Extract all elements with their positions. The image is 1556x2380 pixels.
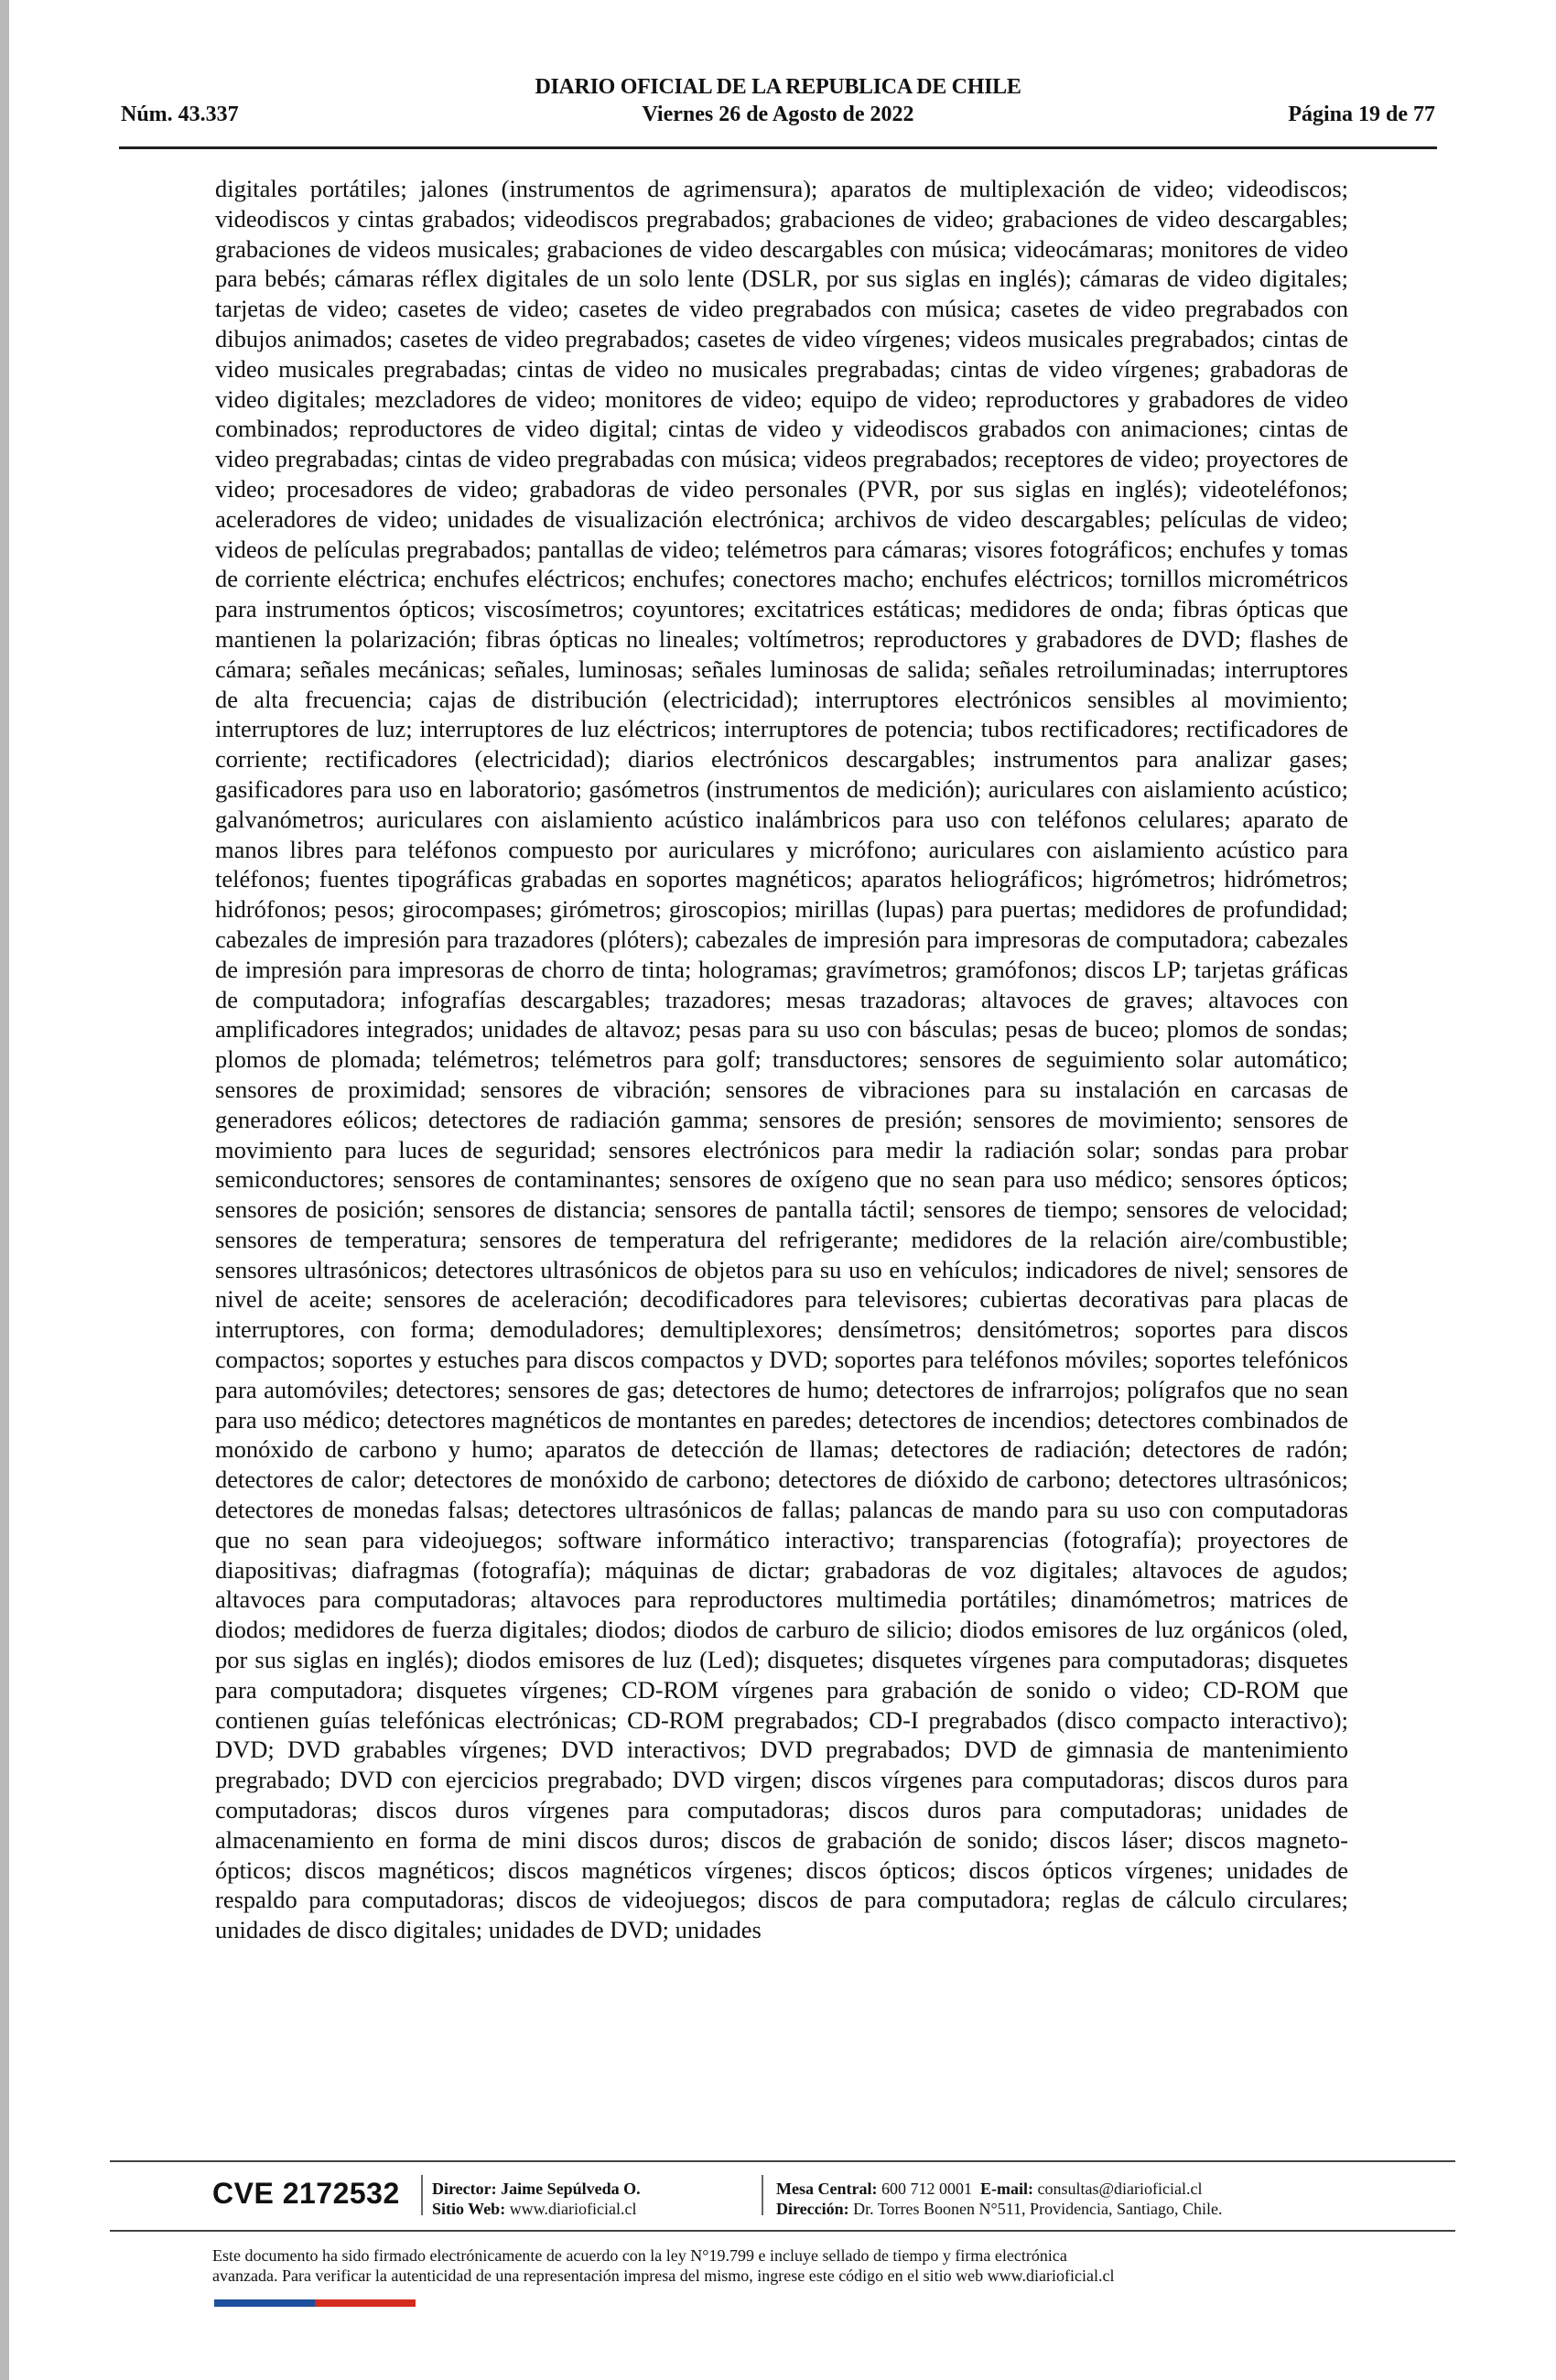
footer-divider <box>421 2175 423 2215</box>
footer-director-block <box>432 2179 641 2219</box>
flag-red-segment <box>315 2299 416 2307</box>
phone-value: 600 712 0001 <box>881 2180 972 2198</box>
footer-divider <box>762 2175 763 2215</box>
legal-line: Este documento ha sido firmado electrónicamente de acuerdo con la ley N°19.799 e incluye sellado de tiempo y firma electrónica <box>212 2246 1067 2265</box>
web-link[interactable]: www.diarioficial.cl <box>509 2200 637 2218</box>
email-link[interactable]: consultas@diarioficial.cl <box>1037 2180 1203 2198</box>
email-label: E-mail: <box>979 2180 1033 2198</box>
document-page <box>9 0 1556 2380</box>
flag-stripe <box>214 2299 416 2307</box>
web-label: Sitio Web: <box>432 2200 506 2218</box>
address-value: Dr. Torres Boonen N°511, Providencia, Santiago, Chile. <box>853 2200 1223 2218</box>
flag-blue-segment <box>214 2299 315 2307</box>
footer-bottom-rule <box>110 2230 1455 2232</box>
legal-line: avanzada. Para verificar la autenticidad de una representación impresa del mismo, ingrese este código en el sitio web www.diarioficial.cl <box>212 2266 1115 2285</box>
address-label: Dirección: <box>776 2200 849 2218</box>
legal-notice <box>212 2245 1366 2286</box>
footer-top-rule <box>110 2160 1455 2162</box>
issue-number: Núm. 43.337 <box>121 103 239 126</box>
page-header <box>119 75 1437 149</box>
director-name: Jaime Sepúlveda O. <box>501 2180 641 2198</box>
publication-title: DIARIO OFICIAL DE LA REPUBLICA DE CHILE <box>535 75 1021 99</box>
director-label: Director: <box>432 2180 497 2198</box>
phone-label: Mesa Central: <box>776 2180 878 2198</box>
body-paragraph: digitales portátiles; jalones (instrumentos de agrimensura); aparatos de multiplexación de video; videodiscos; videodiscos y cintas grabados; videodiscos pregrabados; grabaciones de video; grabaciones de video descargables; grabaciones de videos musicales; grabaciones de video descargables con música; videocámaras; monitores de video para bebés; cámaras réflex digitales de un solo lente (DSLR, por sus siglas en inglés); cámaras de video digitales; tarjetas de video; casetes de video; casetes de video pregrabados con música; casetes de video pregrabados con dibujos animados; casetes de video pregrabados; casetes de video vírgenes; videos musicales pregrabados; cintas de video musicales pregrabadas; cintas de video no musicales pregrabadas; cintas de video vírgenes; grabadoras de video digitales; mezcladores de video; monitores de video; equipo de video; reproductores y grabadores de video combinados; reproductores de video digital; cintas de video y videodiscos grabados con animaciones; cintas de video pregrabadas; cintas de video pregrabadas con música; videos pregrabados; receptores de video; proyectores de video; procesadores de video; grabadoras de video personales (PVR, por sus siglas en inglés); videoteléfonos; aceleradores de video; unidades de visualización electrónica; archivos de video descargables; películas de video; videos de películas pregrabados; pantallas de video; telémetros para cámaras; visores fotográficos; enchufes y tomas de corriente eléctrica; enchufes eléctricos; enchufes; conectores macho; enchufes eléctricos; tornillos micrométricos para instrumentos ópticos; viscosímetros; coyuntores; excitatrices estáticas; medidores de onda; fibras ópticas que mantienen la polarización; fibras ópticas no lineales; voltímetros; reproductores y grabadores de DVD; flashes de cámara; señales mecánicas; señales, luminosas; señales luminosas de salida; señales retroiluminadas; interruptores de alta frecuencia; cajas de distribución (electricidad); interruptores electrónicos sensibles al movimiento; interruptores de luz; interruptores de luz eléctricos; interruptores de potencia; tubos rectificadores; rectificadores de corriente; rectificadores (electricidad); diarios electrónicos descargables; instrumentos para analizar gases; gasificadores para uso en laboratorio; gasómetros (instrumentos de medición); auriculares con aislamiento acústico; galvanómetros; auriculares con aislamiento acústico inalámbricos para uso con teléfonos celulares; aparato de manos libres para teléfonos compuesto por auriculares y micrófono; auriculares con aislamiento acústico para teléfonos; fuentes tipográficas grabadas en soportes magnéticos; aparatos heliográficos; higrómetros; hidrómetros; hidrófonos; pesos; girocompases; girómetros; giroscopios; mirillas (lupas) para puertas; medidores de profundidad; cabezales de impresión para trazadores (plóters); cabezales de impresión para impresoras de computadora; cabezales de impresión para impresoras de chorro de tinta; hologramas; gravímetros; gramófonos; discos LP; tarjetas gráficas de computadora; infografías descargables; trazadores; mesas trazadoras; altavoces de graves; altavoces con amplificadores integrados; unidades de altavoz; pesas para su uso con básculas; pesas de buceo; plomos de sondas; plomos de plomada; telémetros; telémetros para golf; transductores; sensores de seguimiento solar automático; sensores de proximidad; sensores de vibración; sensores de vibraciones para su instalación en carcasas de generadores eólicos; detectores de radiación gamma; sensores de presión; sensores de movimiento; sensores de movimiento para luces de seguridad; sensores electrónicos para medir la radiación solar; sondas para probar semiconductores; sensores de contaminantes; sensores de oxígeno que no sean para uso médico; sensores ópticos; sensores de posición; sensores de distancia; sensores de pantalla táctil; sensores de tiempo; sensores de velocidad; sensores de temperatura; sensores de temperatura del refrigerante; medidores de la relación aire/combustible; sensores ultrasónicos; detectores ultrasónicos de objetos para su uso en vehículos; indicadores de nivel; sensores de nivel de aceite; sensores de aceleración; decodificadores para televisores; cubiertas decorativas para placas de interruptores, con forma; demoduladores; demultiplexores; densímetros; densitómetros; soportes para discos compactos; soportes y estuches para discos compactos y DVD; soportes para teléfonos móviles; soportes telefónicos para automóviles; detectores; sensores de gas; detectores de humo; detectores de infrarrojos; polígrafos que no sean para uso médico; detectores magnéticos de montantes en paredes; detectores de incendios; detectores combinados de monóxido de carbono y humo; aparatos de detección de llamas; detectores de radiación; detectores de radón; detectores de calor; detectores de monóxido de carbono; detectores de dióxido de carbono; detectores ultrasónicos; detectores de monedas falsas; detectores ultrasónicos de fallas; palancas de mando para su uso con computadoras que no sean para videojuegos; software informático interactivo; transparencias (fotografía); proyectores de diapositivas; diafragmas (fotografía); máquinas de dictar; grabadoras de voz digitales; altavoces de agudos; altavoces para computadoras; altavoces para reproductores multimedia portátiles; dinamómetros; matrices de diodos; medidores de fuerza digitales; diodos; diodos de carburo de silicio; diodos emisores de luz orgánicos (oled, por sus siglas en inglés); diodos emisores de luz (Led); disquetes; disquetes vírgenes para computadoras; disquetes para computadora; disquetes vírgenes; CD-ROM vírgenes para grabación de sonido o video; CD-ROM que contienen guías telefónicas electrónicas; CD-ROM pregrabados; CD-I pregrabados (disco compacto interactivo); DVD; DVD grabables vírgenes; DVD interactivos; DVD pregrabados; DVD de gimnasia de mantenimiento pregrabado; DVD con ejercicios pregrabado; DVD virgen; discos vírgenes para computadoras; discos duros para computadoras; discos duros vírgenes para computadoras; discos duros para computadoras; unidades de almacenamiento en forma de mini discos duros; discos de grabación de sonido; discos láser; discos magneto-ópticos; discos magnéticos; discos magnéticos vírgenes; discos ópticos; discos ópticos vírgenes; unidades de respaldo para computadoras; discos de videojuegos; discos de para computadora; reglas de cálculo circulares; unidades de disco digitales; unidades de DVD; unidades <box>215 175 1348 1944</box>
footer-contact-block <box>776 2179 1223 2219</box>
issue-date: Viernes 26 de Agosto de 2022 <box>642 103 914 126</box>
page-number: Página 19 de 77 <box>1288 103 1435 126</box>
cve-code: CVE 2172532 <box>212 2177 400 2210</box>
